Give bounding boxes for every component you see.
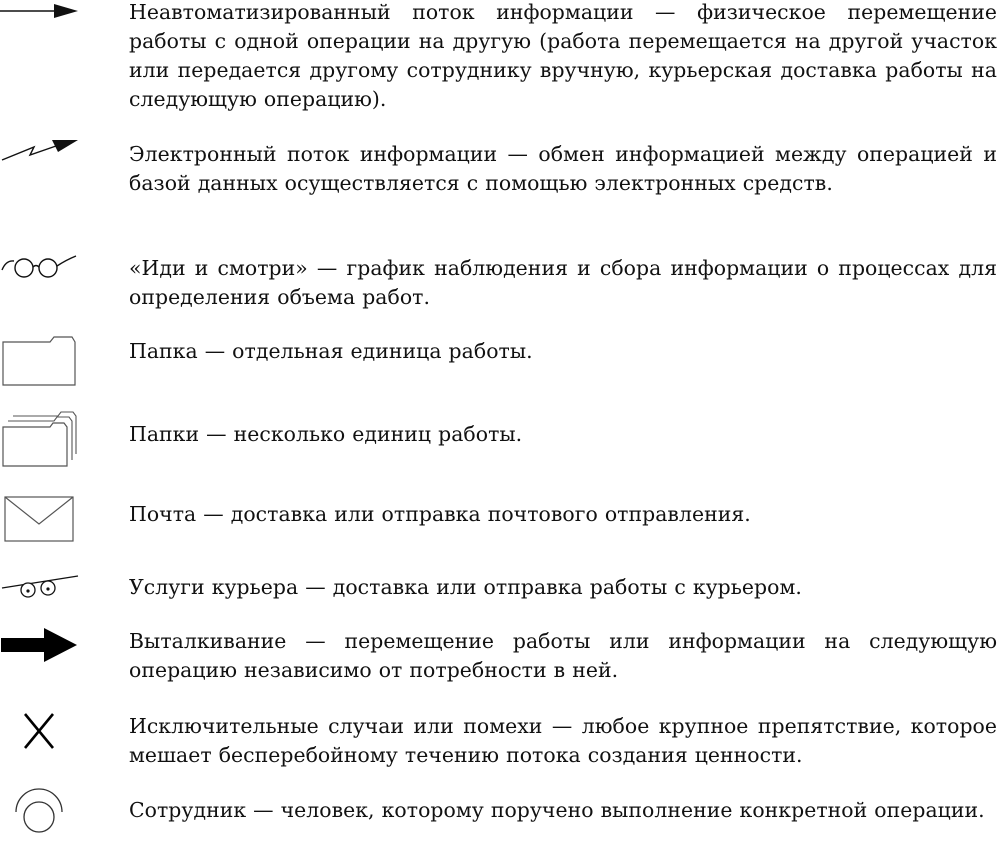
manual-flow-arrow-icon <box>0 0 80 30</box>
legend-item-text: Почта — доставка или отправка почтового отправления. <box>129 502 751 526</box>
legend-item-text: Неавтоматизированный поток информации — физическое перемещение работы с одной операции на другую (работа перемещается на другой участок или передается другому сотруднику вручную, курьерская доставка работы на следующую операцию). <box>129 0 997 111</box>
envelope-icon <box>0 494 80 546</box>
operator-icon <box>0 795 80 843</box>
legend-item-text: «Иди и смотри» — график наблюдения и сбора информации о процессах для определения объема работ. <box>129 256 997 309</box>
glasses-icon <box>0 252 80 282</box>
legend-item-text: Исключительные случаи или помехи — любое крупное препятствие, которое мешает бесперебойному течению потока создания ценности. <box>129 714 997 767</box>
legend-item-text: Папка — отдельная единица работы. <box>129 339 533 363</box>
legend-item-text: Услуги курьера — доставка или отправка работы с курьером. <box>129 575 802 599</box>
folders-icon <box>0 410 80 470</box>
folder-icon <box>0 335 80 389</box>
legend-item-text: Сотрудник — человек, которому поручено выполнение конкретной операции. <box>129 798 985 822</box>
electronic-flow-arrow-icon <box>0 138 80 168</box>
courier-icon <box>0 570 80 604</box>
legend-item-text: Электронный поток информации — обмен информацией между операцией и базой данных осуществляется с помощью электронных средств. <box>129 142 997 195</box>
push-arrow-icon <box>0 625 80 665</box>
legend-item-text: Папки — несколько единиц работы. <box>129 422 523 446</box>
cross-icon <box>0 710 80 754</box>
legend-item-text: Выталкивание — перемещение работы или информации на следующую операцию независимо от потребности в ней. <box>129 629 997 682</box>
